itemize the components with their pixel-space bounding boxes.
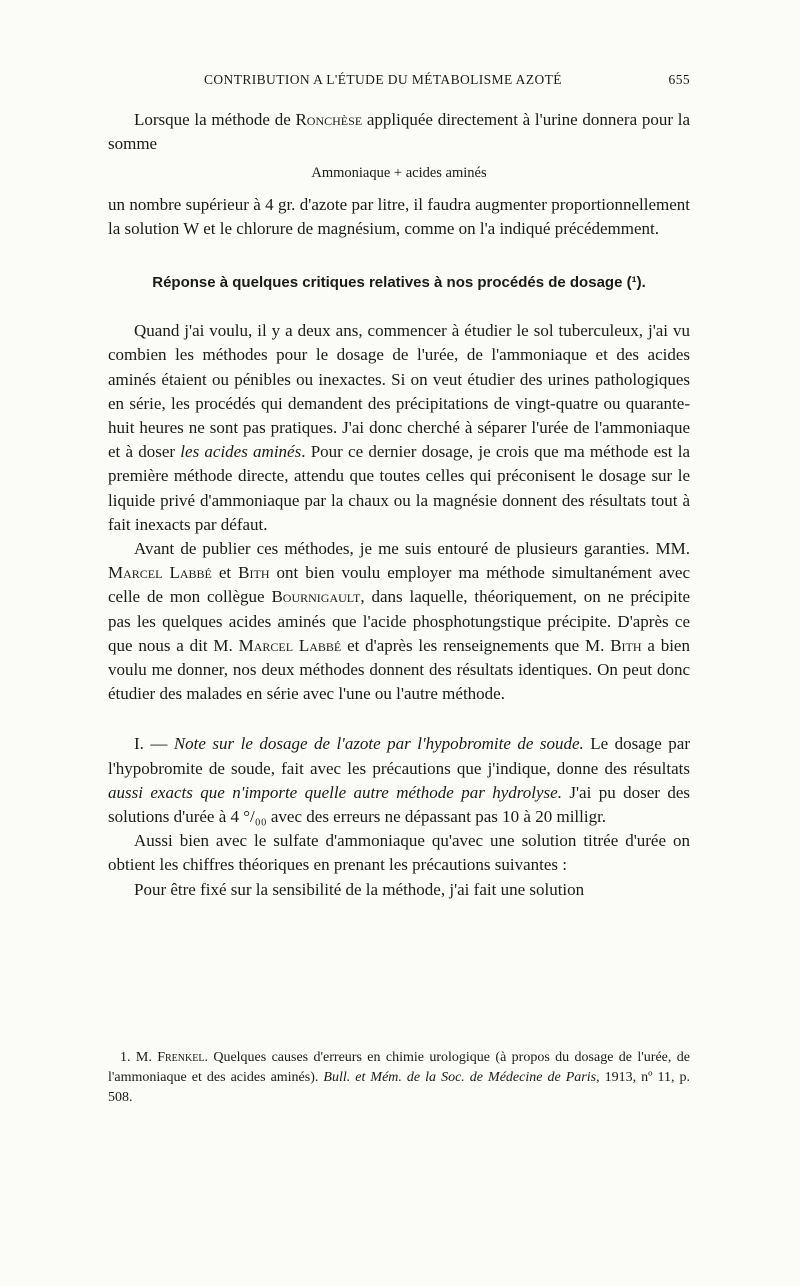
paragraph-4 bbox=[108, 537, 690, 706]
paragraph-7: Pour être fixé sur la sensibilité de la méthode, j'ai fait une solution bbox=[134, 879, 585, 899]
footnote-1 bbox=[108, 1048, 690, 1108]
italic-span: aussi exacts que n'importe quelle autre méthode par hydrolyse. bbox=[108, 782, 562, 802]
italic-span: Note sur le dosage de l'azote par l'hypobromite de soude. bbox=[173, 734, 584, 754]
page-number: 655 bbox=[668, 72, 690, 87]
text-span: Avant de publier ces méthodes, je me suis entouré de plusieurs garanties. MM. bbox=[134, 539, 690, 559]
section-heading: Réponse à quelques critiques relatives à nos procédés de dosage (¹). bbox=[152, 274, 646, 292]
author-name: Ronchèse bbox=[295, 110, 363, 129]
text-span: J'ai pu doser des solutions d'urée à 4 °/₀₀ avec des erreurs ne dépassant pas 10 à 20 milligr. bbox=[108, 782, 691, 827]
text-span: . Quelques causes d'erreurs en chimie urologique (à propos du dosage de l'urée, de l'ammoniaque et des acides aminés). bbox=[108, 1050, 690, 1085]
text-span: et bbox=[211, 563, 239, 583]
paragraph-1 bbox=[108, 108, 690, 156]
paragraph-3 bbox=[108, 319, 690, 537]
text-span: ont bien voulu employer ma méthode simultanément avec celle de mon collègue bbox=[108, 563, 691, 607]
formula: Ammoniaque + acides aminés bbox=[311, 165, 487, 182]
text-span: et d'après les renseignements que M. bbox=[341, 635, 611, 655]
author-name: Bith bbox=[238, 563, 270, 583]
italic-span: Bull. et Mém. de la Soc. de Médecine de Paris bbox=[323, 1070, 597, 1085]
paragraph-6: Aussi bien avec le sulfate d'ammoniaque qu'avec une solution titrée d'urée on obtient les chiffres théoriques en prenant les précautions suivantes : bbox=[108, 831, 690, 875]
text-span: 1. M. bbox=[120, 1050, 158, 1065]
italic-span: les acides aminés bbox=[180, 442, 302, 462]
author-name: Frenkel bbox=[157, 1050, 205, 1065]
author-name: Bournigault bbox=[271, 587, 361, 607]
author-name: Marcel Labbé bbox=[108, 563, 212, 583]
text-span: Le dosage par l'hypobromite de soude, fait avec les précautions que j'indique, donne des résultats bbox=[108, 734, 691, 778]
text-span: Quand j'ai voulu, il y a deux ans, commencer à étudier le sol tuberculeux, j'ai vu combien les méthodes pour le dosage de l'urée, de l'ammoniaque et des acides aminés étaient ou pénibles ou inexactes. Si on veut étudier des urines pathologiques en série, les procédés qui demandent des précipitations de vingt-quatre ou quarante-huit heures ne sont pas pratiques. J'ai donc cherché à séparer l'urée de l'ammoniaque et à doser bbox=[108, 321, 690, 462]
text-span: , dans laquelle, théoriquement, on ne précipite pas les quelques acides aminés que l'acide phosphotungstique précipite. D'après ce que nous a dit M. bbox=[108, 587, 691, 655]
footnotes bbox=[108, 1048, 690, 1108]
paragraph-2: un nombre supérieur à 4 gr. d'azote par litre, il faudra augmenter proportionnellement la solution W et le chlorure de magnésium, comme on l'a indiqué précédemment. bbox=[108, 194, 690, 238]
body-text bbox=[108, 108, 690, 902]
running-title: CONTRIBUTION A L'ÉTUDE DU MÉTABOLISME AZOTÉ bbox=[204, 72, 562, 87]
paragraph-5 bbox=[108, 732, 690, 829]
author-name: Bith bbox=[610, 635, 642, 655]
text-span: Lorsque la méthode de bbox=[134, 110, 296, 129]
text-span: appliquée directement à l'urine donnera pour la somme bbox=[108, 110, 690, 154]
text-span: , 1913, nº 11, p. 508. bbox=[108, 1070, 690, 1105]
author-name: Marcel Labbé bbox=[238, 635, 342, 655]
text-span: a bien voulu me donner, nos deux méthodes donnent des résultats identiques. On peut donc étudier des malades en série avec l'une ou l'autre méthode. bbox=[108, 635, 690, 704]
text-span: I. — bbox=[134, 734, 174, 754]
text-span: . Pour ce dernier dosage, je crois que ma méthode est la première méthode directe, attendu que toutes celles qui préconisent le dosage sur le liquide privé d'ammoniaque par la chaux ou la magnésie donnent des résultats tout à fait inexacts par défaut. bbox=[108, 442, 690, 534]
